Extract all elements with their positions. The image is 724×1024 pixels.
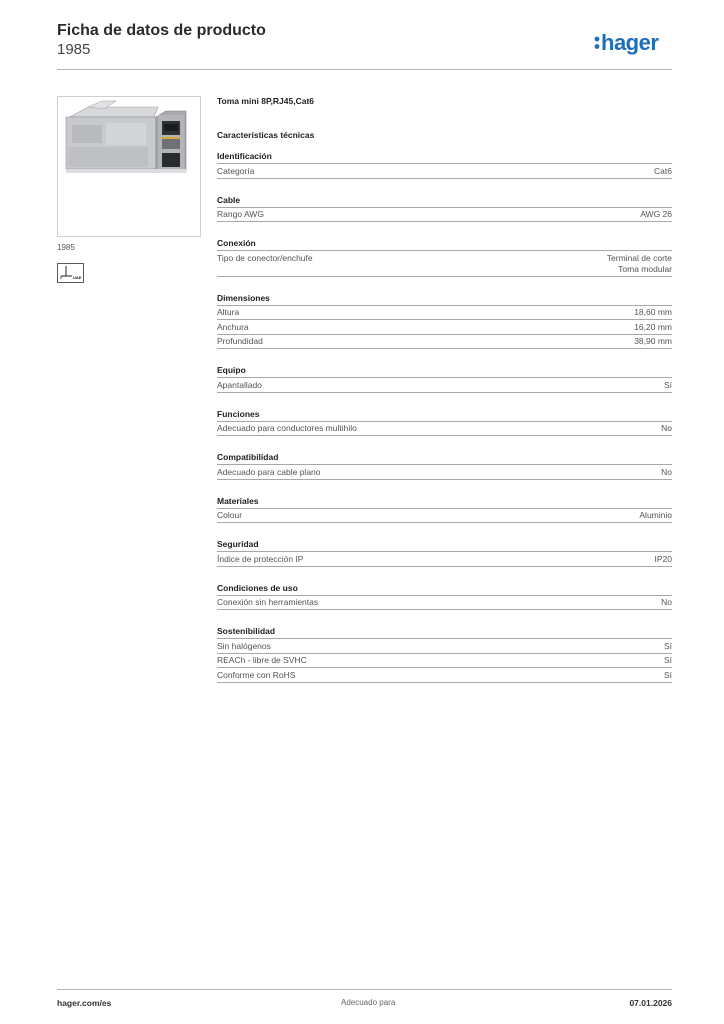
spec-rows [217, 551, 672, 567]
spec-label: Apantallado [217, 379, 262, 390]
section-heading: Características técnicas [217, 130, 315, 140]
spec-row [217, 421, 672, 437]
product-name: Toma mini 8P,RJ45,Cat6 [217, 96, 315, 106]
spec-label: Índice de protección IP [217, 553, 304, 564]
footer-divider [57, 989, 672, 990]
spec-row [217, 334, 672, 350]
spec-row [217, 377, 672, 393]
spec-label: REACh - libre de SVHC [217, 655, 307, 665]
spec-group [217, 194, 672, 223]
spec-value [664, 641, 672, 652]
spec-group [217, 364, 672, 393]
footer-website: hager.com/es [57, 998, 112, 1008]
technical-content [217, 96, 672, 683]
spec-value-line: Cat6 [654, 165, 672, 176]
spec-value-line: IP20 [654, 553, 672, 564]
ground-uae-certification-icon [57, 263, 84, 283]
svg-text:hager: hager [601, 30, 659, 55]
spec-rows [217, 638, 672, 683]
spec-value-line: AWG 26 [640, 209, 672, 219]
spec-label: Categoría [217, 165, 255, 176]
spec-value-line: Toma modular [618, 263, 672, 274]
spec-group-title: Cable [217, 194, 241, 205]
spec-value-line: Terminal de corte [606, 252, 672, 263]
page-title: Ficha de datos de producto [57, 22, 266, 39]
spec-label: Sin halógenos [217, 640, 271, 651]
spec-label: Conforme con RoHS [217, 669, 296, 680]
header-divider [57, 69, 672, 70]
spec-value-line: No [661, 466, 672, 477]
hager-logo [594, 28, 674, 58]
spec-group-title: Funciones [217, 408, 260, 419]
spec-group-title: Materiales [217, 495, 259, 506]
spec-group-title: Dimensiones [217, 292, 270, 303]
spec-row [217, 319, 672, 334]
spec-label: Adecuado para cable plano [217, 466, 321, 477]
spec-value [607, 253, 672, 275]
spec-label: Profundidad [217, 336, 263, 346]
spec-value [654, 166, 672, 177]
spec-group-title: Equipo [217, 365, 246, 375]
spec-group-title: Condiciones de uso [217, 582, 298, 593]
spec-value [661, 597, 672, 608]
footer-note: Adecuado para [341, 998, 396, 1007]
spec-rows [217, 508, 672, 524]
spec-value-line: 16,20 mm [634, 321, 672, 332]
spec-group [217, 582, 672, 611]
spec-value-line: Sí [663, 640, 672, 651]
spec-group-title: Compatibilidad [217, 452, 279, 462]
spec-row [217, 508, 672, 524]
spec-value [661, 423, 672, 434]
spec-value [634, 307, 672, 318]
spec-row [217, 653, 672, 668]
spec-group [217, 408, 672, 437]
spec-rows [217, 207, 672, 223]
spec-value [661, 467, 672, 478]
product-photo [57, 96, 201, 237]
spec-group [217, 538, 672, 567]
spec-rows [217, 250, 672, 277]
spec-group-title: Conexión [217, 238, 256, 248]
spec-row [217, 163, 672, 179]
spec-row [217, 207, 672, 223]
spec-group [217, 625, 672, 683]
spec-value [664, 380, 672, 391]
spec-label: Tipo de conector/enchufe [217, 252, 313, 263]
product-reference: 1985 [57, 41, 91, 58]
spec-rows [217, 305, 672, 350]
spec-value-line: Sí [663, 669, 672, 680]
spec-rows [217, 595, 672, 611]
spec-rows [217, 464, 672, 480]
spec-row [217, 551, 672, 567]
spec-value [634, 336, 672, 347]
spec-group-title: Sostenibilidad [217, 626, 276, 636]
spec-row [217, 305, 672, 320]
spec-value [640, 209, 672, 220]
spec-rows [217, 377, 672, 393]
spec-label: Conexión sin herramientas [217, 597, 319, 607]
spec-value-line: Aluminio [639, 510, 672, 520]
spec-value [664, 655, 672, 666]
spec-group-title: Identificación [217, 151, 272, 161]
spec-value [655, 554, 673, 565]
spec-rows [217, 421, 672, 437]
image-caption: 1985 [57, 243, 75, 252]
spec-groups [217, 150, 672, 683]
spec-group [217, 150, 672, 179]
spec-row [217, 464, 672, 480]
spec-value-line: Sí [663, 379, 672, 390]
footer-date: 07.01.2026 [629, 998, 672, 1008]
spec-value [639, 510, 672, 521]
spec-label: Colour [217, 510, 243, 520]
spec-row [217, 250, 672, 277]
spec-value [634, 322, 672, 333]
svg-text:UAE: UAE [73, 275, 82, 280]
spec-label: Adecuado para conductores multihilo [217, 423, 357, 433]
spec-value-line: 18,60 mm [634, 307, 672, 317]
spec-value [664, 670, 672, 681]
spec-row [217, 638, 672, 653]
spec-row [217, 595, 672, 611]
spec-label: Anchura [217, 321, 249, 332]
spec-value-line: No [661, 423, 672, 433]
spec-group [217, 451, 672, 480]
spec-value-line: 38,90 mm [634, 336, 672, 346]
spec-row [217, 667, 672, 683]
spec-group-title: Seguridad [217, 539, 259, 549]
spec-group [217, 292, 672, 350]
spec-rows [217, 163, 672, 179]
spec-label: Altura [217, 307, 240, 317]
spec-value-line: No [661, 597, 672, 607]
spec-group [217, 237, 672, 277]
spec-label: Rango AWG [217, 209, 264, 219]
spec-value-line: Sí [663, 655, 672, 665]
spec-group [217, 495, 672, 524]
